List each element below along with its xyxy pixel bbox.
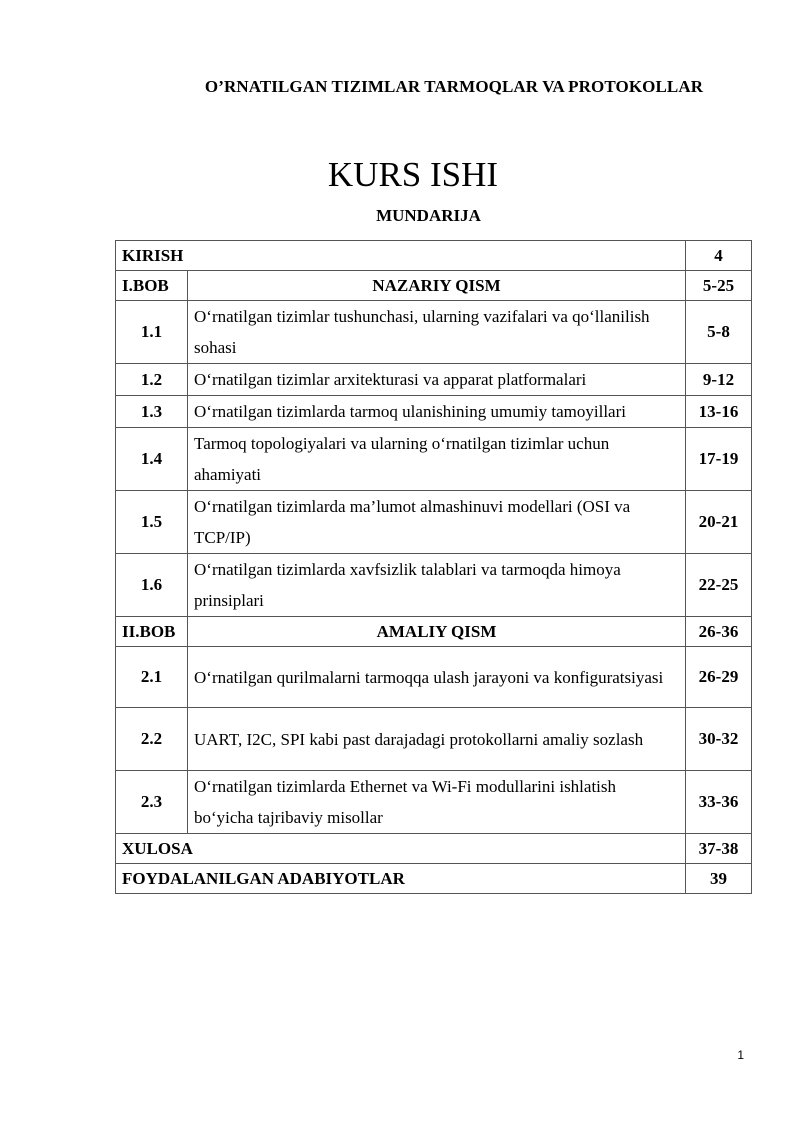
toc-title: O‘rnatilgan tizimlarda tarmoq ulanishining umumiy tamoyillari	[188, 396, 686, 428]
toc-row-chapter-1	[116, 271, 752, 301]
toc-pages: 22-25	[686, 554, 752, 617]
toc-row-2-1	[116, 647, 752, 708]
toc-label: 1.2	[116, 364, 188, 396]
toc-pages: 5-8	[686, 301, 752, 364]
toc-row-1-3	[116, 396, 752, 428]
toc-pages: 5-25	[686, 271, 752, 301]
toc-row-1-5	[116, 491, 752, 554]
toc-row-chapter-2	[116, 617, 752, 647]
toc-label: KIRISH	[116, 241, 686, 271]
toc-label: 1.5	[116, 491, 188, 554]
toc-title: O‘rnatilgan qurilmalarni tarmoqqa ulash jarayoni va konfiguratsiyasi	[188, 647, 686, 708]
toc-label: 1.4	[116, 428, 188, 491]
toc-title: O‘rnatilgan tizimlarda Ethernet va Wi-Fi modullarini ishlatish bo‘yicha tajribaviy misollar	[188, 771, 686, 834]
main-title: KURS ISHI	[327, 155, 499, 194]
toc-label: II.BOB	[116, 617, 188, 647]
toc-title: Tarmoq topologiyalari va ularning o‘rnatilgan tizimlar uchun ahamiyati	[188, 428, 686, 491]
toc-label: 1.6	[116, 554, 188, 617]
toc-pages: 33-36	[686, 771, 752, 834]
toc-pages: 37-38	[686, 834, 752, 864]
toc-label: 1.1	[116, 301, 188, 364]
toc-title: O‘rnatilgan tizimlar arxitekturasi va apparat platformalari	[188, 364, 686, 396]
toc-row-2-3	[116, 771, 752, 834]
toc-label: 2.1	[116, 647, 188, 708]
toc-row-1-2	[116, 364, 752, 396]
toc-pages: 20-21	[686, 491, 752, 554]
toc-pages: 26-36	[686, 617, 752, 647]
toc-row-1-4	[116, 428, 752, 491]
toc-title: O‘rnatilgan tizimlarda ma’lumot almashinuvi modellari (OSI va TCP/IP)	[188, 491, 686, 554]
toc-row-1-6	[116, 554, 752, 617]
toc-label: I.BOB	[116, 271, 188, 301]
toc-label: FOYDALANILGAN ADABIYOTLAR	[116, 864, 686, 894]
toc-row-2-2	[116, 708, 752, 771]
toc-row-references	[116, 864, 752, 894]
toc-label: XULOSA	[116, 834, 686, 864]
toc-pages: 9-12	[686, 364, 752, 396]
toc-pages: 4	[686, 241, 752, 271]
document-header-title: O’RNATILGAN TIZIMLAR TARMOQLAR VA PROTOKOLLAR	[204, 77, 704, 96]
toc-pages: 13-16	[686, 396, 752, 428]
toc-pages: 17-19	[686, 428, 752, 491]
table-of-contents	[115, 240, 752, 894]
toc-title: O‘rnatilgan tizimlarda xavfsizlik talablari va tarmoqda himoya prinsiplari	[188, 554, 686, 617]
toc-title: UART, I2C, SPI kabi past darajadagi protokollarni amaliy sozlash	[188, 708, 686, 771]
toc-pages: 39	[686, 864, 752, 894]
contents-heading: MUNDARIJA	[376, 206, 481, 225]
toc-row-1-1	[116, 301, 752, 364]
toc-title: AMALIY QISM	[188, 617, 686, 647]
page-number: 1	[737, 1048, 744, 1062]
toc-label: 1.3	[116, 396, 188, 428]
toc-title: NAZARIY QISM	[188, 271, 686, 301]
toc-pages: 30-32	[686, 708, 752, 771]
toc-row-kirish	[116, 241, 752, 271]
toc-title: O‘rnatilgan tizimlar tushunchasi, ularning vazifalari va qo‘llanilish sohasi	[188, 301, 686, 364]
toc-row-xulosa	[116, 834, 752, 864]
toc-label: 2.3	[116, 771, 188, 834]
toc-label: 2.2	[116, 708, 188, 771]
toc-pages: 26-29	[686, 647, 752, 708]
